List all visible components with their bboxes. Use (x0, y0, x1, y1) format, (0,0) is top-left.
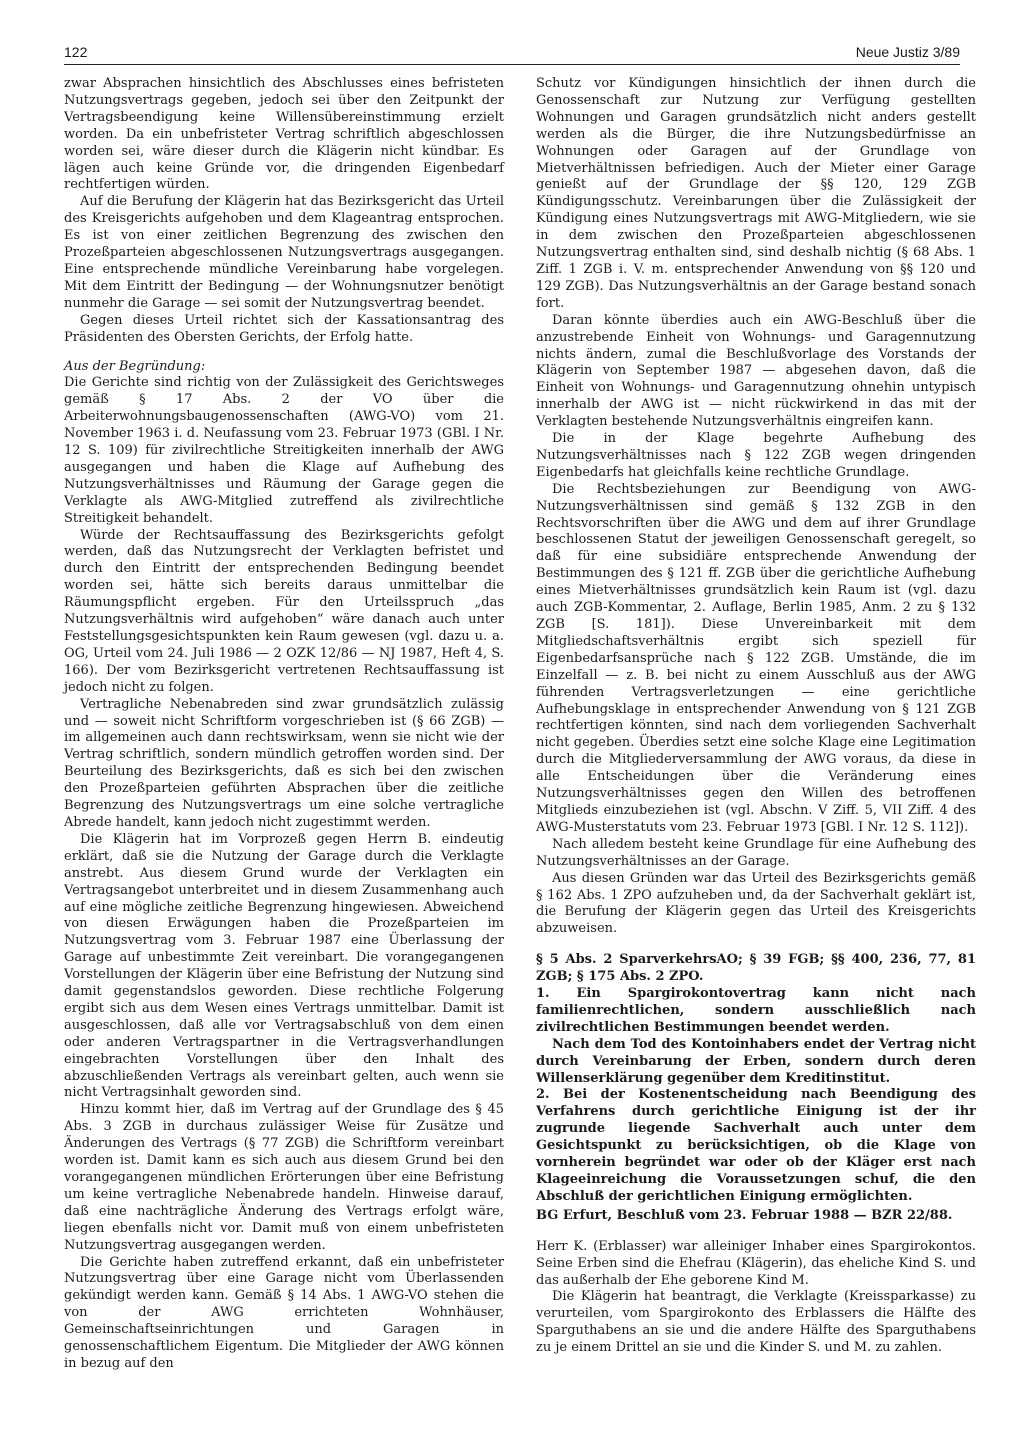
paragraph: Die Klägerin hat im Vorprozeß gegen Herrn B. eindeutig erklärt, daß sie die Nutzung der Garage durch die Verklagte anstrebt. Aus diesem Grund wurde der Verklagten ein Vertragsangebot unterbreitet und in diesem Zusammenhang auch auf eine mögliche zeitliche Begrenzung hingewiesen. Abweichend von diesen Erwägungen haben die Prozeßparteien im Nutzungsvertrag vom 3. Februar 1987 eine Überlassung der Garage auf unbestimmte Zeit vereinbart. Die vorangegangenen Vorstellungen der Klägerin über eine Befristung der Nutzung sind damit gegenstandslos geworden. Diese rechtliche Folgerung ergibt sich aus dem Wesen eines Vertrags unmittelbar. Damit ist ausgeschlossen, daß alle vor Vertragsabschluß von dem einen oder anderen Vertragspartner in die Vertragsverhandlungen eingebrachten Vorstellungen über den Inhalt des abzuschließenden Vertrags als vereinbart gelten, auch wenn sie nicht Vertragsinhalt geworden sind. (64, 831, 504, 1101)
paragraph: Auf die Berufung der Klägerin hat das Bezirksgericht das Urteil des Kreisgerichts aufgehoben und dem Klageantrag entsprochen. Es ist von einer zeitlichen Begrenzung des zwischen den Prozeßparteien abgeschlossenen Nutzungsvertrags ausgegangen. Eine entsprechende mündliche Vereinbarung habe vorgelegen. Mit dem Eintritt der Bedingung — der Wohnungsnutzer benötigt nunmehr die Garage — sei somit der Nutzungsvertrag beendet. (64, 194, 504, 311)
case-citation: BG Erfurt, Beschluß vom 23. Februar 1988 — BZR 22/88. (536, 1207, 953, 1223)
left-column (64, 76, 504, 1373)
paragraph: Die in der Klage begehrte Aufhebung des Nutzungsverhältnisses nach § 122 ZGB wegen dringenden Eigenbedarfs hat gleichfalls keine rechtliche Grundlage. (536, 431, 976, 480)
paragraph: Daran könnte überdies auch ein AWG-Beschluß über die anzustrebende Einheit von Wohnungs- und Garagennutzung nichts ändern, zumal die Beschlußvorlage des Vorstands der Klägerin von September 1987 — abgesehen davon, daß die Einheit von Wohnungs- und Garagennutzung ohnehin untypisch innerhalb der AWG ist — nicht rückwirkend in das mit der Verklagten bestehende Nutzungsverhältnis eingreifen kann. (536, 312, 976, 430)
paragraph: Hinzu kommt hier, daß im Vertrag auf der Grundlage des § 45 Abs. 3 ZGB in durchaus zulässiger Weise für Zusätze und Änderungen des Vertrags (§ 77 ZGB) die Schriftform vereinbart worden ist. Damit kann es sich auch aus diesem Grund bei den vorangegangenen mündlichen Erörterungen über eine Befristung um keine vertragliche Nebenabrede handeln. Hinweise darauf, daß eine nachträgliche Änderung des Vertrags erfolgt wäre, liegen ebenfalls nicht vor. Damit muß von einem unbefristeten Nutzungsvertrag ausgegangen werden. (64, 1102, 504, 1253)
right-column (536, 76, 976, 1357)
paragraph: Aus diesen Gründen war das Urteil des Bezirksgerichts gemäß § 162 Abs. 1 ZPO aufzuheben und, da der Sachverhalt geklärt ist, die Berufung der Klägerin gegen das Urteil des Kreisgerichts abzuweisen. (536, 870, 976, 937)
paragraph: Vertragliche Nebenabreden sind zwar grundsätzlich zulässig und — soweit nicht Schriftform vorgeschrieben ist (§ 66 ZGB) — im allgemeinen auch dann rechtswirksam, wenn sie nicht wie der Vertrag schriftlich, sondern mündlich getroffen worden sind. Der Beurteilung des Bezirksgerichts, daß es sich bei den zwischen den Prozeßparteien geführten Absprachen über die zeitliche Begrenzung des Nutzungsvertrags um eine solche vertragliche Abrede handelt, kann jedoch nicht zugestimmt werden. (64, 696, 504, 830)
journal-title: Neue Justiz 3/89 (855, 44, 960, 60)
section-heading: Aus der Begründung: (64, 358, 206, 374)
paragraph: zwar Absprachen hinsichtlich des Abschlusses eines befristeten Nutzungsvertrags gegeben, jedoch sei über den Zeitpunkt der Vertragsbeendigung keine Willensübereinstimmung erzielt worden. Da ein unbefristeter Vertrag schriftlich abgeschlossen worden sei, wäre dieser durch die Klägerin nicht kündbar. Es lägen auch keine Gründe vor, die dringenden Eigenbedarf rechtfertigen würden. (64, 76, 504, 193)
paragraph: Würde der Rechtsauffassung des Bezirksgerichts gefolgt werden, daß das Nutzungsrecht der Verklagten befristet und durch den Eintritt der entsprechenden Bedingung beendet worden sei, hätte sich bereits daraus unmittelbar die Räumungspflicht ergeben. Für den Urteilsspruch „das Nutzungsverhältnis wird aufgehoben“ wäre danach auch unter Feststellungsgesichtspunkten kein Raum gewesen (vgl. dazu u. a. OG, Urteil vom 24. Juli 1986 — 2 OZK 12/86 — NJ 1987, Heft 4, S. 166). Der vom Bezirksgericht vertretenen Rechtsauffassung ist jedoch nicht zu folgen. (64, 527, 504, 695)
paragraph: Die Rechtsbeziehungen zur Beendigung von AWG-Nutzungsverhältnissen sind gemäß § 132 ZGB in den Rechtsvorschriften über die AWG und dem auf ihrer Grundlage beschlossenen Statut der jeweiligen Genossenschaft geregelt, so daß für eine subsidiäre entsprechende Anwendung der Bestimmungen des § 121 ff. ZGB über die gerichtliche Aufhebung eines Mietverhältnisses grundsätzlich kein Raum ist (vgl. dazu auch ZGB-Kommentar, 2. Auflage, Berlin 1985, Anm. 2 zu § 132 ZGB [S. 181]). Diese Unvereinbarkeit mit dem Mitgliedschaftsverhältnis ergibt sich speziell für Eigenbedarfsansprüche nach § 122 ZGB. Umstände, die im Einzelfall — z. B. bei nicht zu einem Ausschluß aus der AWG führenden Vertragsverletzungen — eine gerichtliche Aufhebungsklage in entsprechender Anwendung von § 121 ZGB rechtfertigen könnten, sind nach dem vorliegenden Sachverhalt nicht gegeben. Überdies setzt eine solche Klage eine Legitimation durch die Mitgliederversammlung der AWG voraus, da diese in alle Entscheidungen über die Veränderung eines Nutzungsverhältnisses gegen den Willen des betroffenen Mitglieds einzubeziehen ist (vgl. Abschn. V Ziff. 5, VII Ziff. 4 des AWG-Musterstatuts vom 23. Februar 1973 [GBl. I Nr. 12 S. 112]). (536, 481, 976, 835)
headnote-2: 2. Bei der Kostenentscheidung nach Beendigung des Verfahrens durch gerichtliche Einigung ist der ihr zugrunde liegende Sachverhalt auch unter dem Gesichtspunkt zu berücksichtigen, ob die Klage von vornherein begründet war oder ob der Kläger erst nach Klageeinreichung die Voraussetzungen schuf, die den Abschluß der gerichtlichen Einigung ermöglichten. (536, 1087, 976, 1204)
law-references: § 5 Abs. 2 SparverkehrsAO; § 39 FGB; §§ 400, 236, 77, 81 ZGB; § 175 Abs. 2 ZPO. (536, 952, 976, 985)
paragraph: Nach alledem besteht keine Grundlage für eine Aufhebung des Nutzungsverhältnisses an der Garage. (536, 836, 976, 869)
paragraph: Die Gerichte haben zutreffend erkannt, daß ein unbefristeter Nutzungsvertrag über eine Garage nicht vom Überlassenden gekündigt werden kann. Gemäß § 14 Abs. 1 AWG-VO stehen die von der AWG errichteten Wohnhäuser, Gemeinschaftseinrichtungen und Garagen in genossenschaftlichem Eigentum. Die Mitglieder der AWG können in bezug auf den (64, 1254, 504, 1371)
headnote-1: 1. Ein Spargirokontovertrag kann nicht nach familienrechtlichen, sondern ausschließlich nach zivilrechtlichen Bestimmungen beendet werden. (536, 986, 976, 1035)
paragraph: Schutz vor Kündigungen hinsichtlich der ihnen durch die Genossenschaft zur Nutzung zur Verfügung gestellten Wohnungen und Garagen grundsätzlich nicht anders gestellt werden als die Bürger, die ihre Nutzungsbedürfnisse an Wohnungen oder Garagen auf der Grundlage von Mietverhältnissen befriedigen. Auch der Mieter einer Garage genießt auf der Grundlage der §§ 120, 129 ZGB Kündigungsschutz. Vereinbarungen über die Zulässigkeit der Kündigung eines Nutzungsvertrags mit AWG-Mitgliedern, wie sie in dem zwischen den Prozeßparteien abgeschlossenen Nutzungsvertrag enthalten sind, sind deshalb nichtig (§ 68 Abs. 1 Ziff. 1 ZGB i. V. m. entsprechender Anwendung von §§ 120 und 129 ZGB). Das Nutzungsverhältnis an der Garage bestand sonach fort. (536, 76, 976, 311)
headnote-1b: Nach dem Tod des Kontoinhabers endet der Vertrag nicht durch Vereinbarung der Erben, sondern durch deren Willenserklärung gegenüber dem Kreditinstitut. (536, 1036, 976, 1086)
paragraph: Die Klägerin hat beantragt, die Verklagte (Kreissparkasse) zu verurteilen, vom Spargirokonto des Erblassers die Hälfte des Sparguthabens an sie und die andere Hälfte des Sparguthabens zu je einem Drittel an sie und die Kinder S. und M. zu zahlen. (536, 1289, 976, 1356)
page-header (64, 42, 960, 65)
paragraph: Gegen dieses Urteil richtet sich der Kassationsantrag des Präsidenten des Obersten Gerichts, der Erfolg hatte. (64, 312, 504, 345)
paragraph: Die Gerichte sind richtig von der Zulässigkeit des Gerichtsweges gemäß § 17 Abs. 2 der VO über die Arbeiterwohnungsbaugenossenschaften (AWG-VO) vom 21. November 1963 i. d. Neufassung vom 23. Februar 1973 (GBl. I Nr. 12 S. 109) für zivilrechtliche Streitigkeiten innerhalb der AWG ausgegangen und haben die Klage auf Aufhebung des Nutzungsverhältnisses und Räumung der Garage gegen die Verklagte als AWG-Mitglied zutreffend als zivilrechtliche Streitigkeit behandelt. (64, 375, 504, 526)
page-number: 122 (64, 44, 88, 60)
paragraph: Herr K. (Erblasser) war alleiniger Inhaber eines Spargirokontos. Seine Erben sind die Ehefrau (Klägerin), das eheliche Kind S. und das außerhalb der Ehe geborene Kind M. (536, 1238, 976, 1288)
